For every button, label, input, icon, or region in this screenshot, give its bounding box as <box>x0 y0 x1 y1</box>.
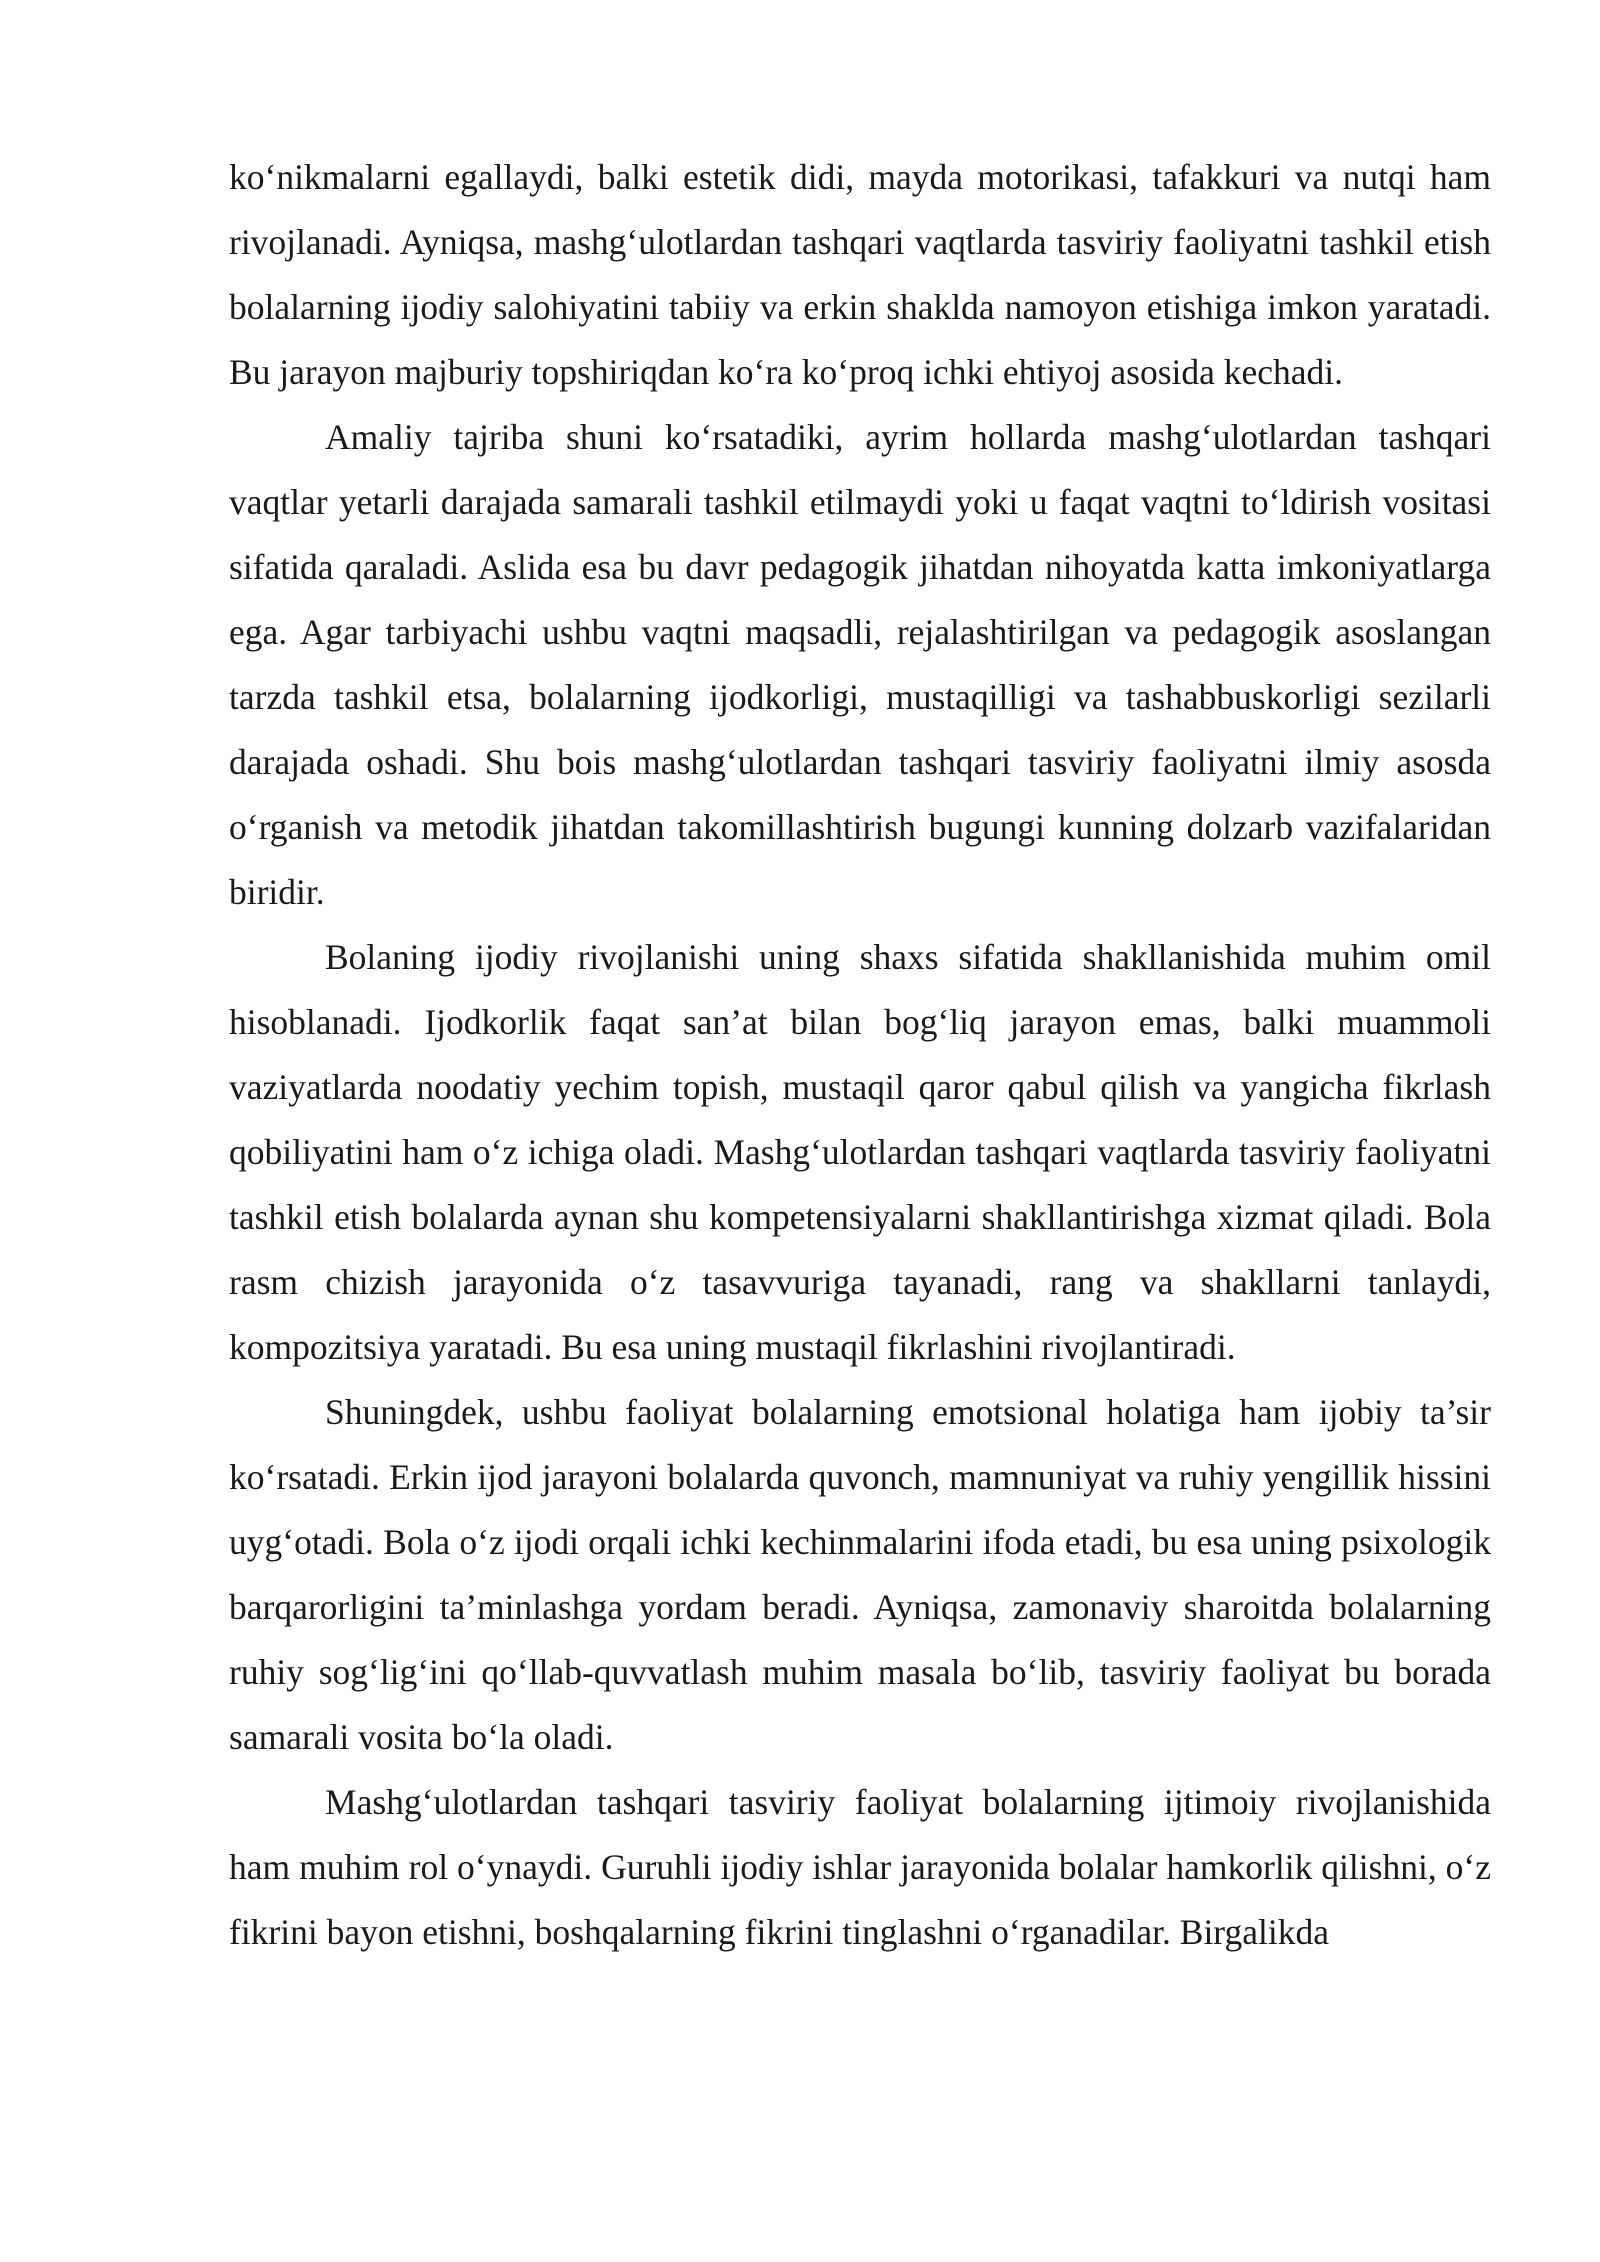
paragraph-3: Bolaning ijodiy rivojlanishi uning shaxs sifatida shakllanishida muhim omil hisoblanadi. Ijodkorlik faqat san’at bilan bog‘liq jarayon emas, balki muammoli vaziyatlarda noodatiy yechim topish, mustaqil qaror qabul qilish va yangicha fikrlash qobiliyatini ham o‘z ichiga oladi. Mashg‘ulotlardan tashqari vaqtlarda tasviriy faoliyatni tashkil etish bolalarda aynan shu kompetensiyalarni shakllantirishga xizmat qiladi. Bola rasm chizish jarayonida o‘z tasavvuriga tayanadi, rang va shakllarni tanlaydi, kompozitsiya yaratadi. Bu esa uning mustaqil fikrlashini rivojlantiradi. <box>229 937 1491 1367</box>
document-page <box>229 145 1491 1965</box>
paragraph-1: ko‘nikmalarni egallaydi, balki estetik didi, mayda motorikasi, tafakkuri va nutqi ham rivojlanadi. Ayniqsa, mashg‘ulotlardan tashqari vaqtlarda tasviriy faoliyatni tashkil etish bolalarning ijodiy salohiyatini tabiiy va erkin shaklda namoyon etishiga imkon yaratadi. Bu jarayon majburiy topshiriqdan ko‘ra ko‘proq ichki ehtiyoj asosida kechadi. <box>229 157 1491 392</box>
paragraph-4: Shuningdek, ushbu faoliyat bolalarning emotsional holatiga ham ijobiy ta’sir ko‘rsatadi. Erkin ijod jarayoni bolalarda quvonch, mamnuniyat va ruhiy yengillik hissini uyg‘otadi. Bola o‘z ijodi orqali ichki kechinmalarini ifoda etadi, bu esa uning psixologik barqarorligini ta’minlashga yordam beradi. Ayniqsa, zamonaviy sharoitda bolalarning ruhiy sog‘lig‘ini qo‘llab-quvvatlash muhim masala bo‘lib, tasviriy faoliyat bu borada samarali vosita bo‘la oladi. <box>229 1392 1491 1757</box>
paragraph-5: Mashg‘ulotlardan tashqari tasviriy faoliyat bolalarning ijtimoiy rivojlanishida ham muhim rol o‘ynaydi. Guruhli ijodiy ishlar jarayonida bolalar hamkorlik qilishni, o‘z fikrini bayon etishni, boshqalarning fikrini tinglashni o‘rganadilar. Birgalikda <box>229 1782 1491 1952</box>
paragraph-2: Amaliy tajriba shuni ko‘rsatadiki, ayrim hollarda mashg‘ulotlardan tashqari vaqtlar yetarli darajada samarali tashkil etilmaydi yoki u faqat vaqtni to‘ldirish vositasi sifatida qaraladi. Aslida esa bu davr pedagogik jihatdan nihoyatda katta imkoniyatlarga ega. Agar tarbiyachi ushbu vaqtni maqsadli, rejalashtirilgan va pedagogik asoslangan tarzda tashkil etsa, bolalarning ijodkorligi, mustaqilligi va tashabbuskorligi sezilarli darajada oshadi. Shu bois mashg‘ulotlardan tashqari tasviriy faoliyatni ilmiy asosda o‘rganish va metodik jihatdan takomillashtirish bugungi kunning dolzarb vazifalaridan biridir. <box>229 417 1491 912</box>
